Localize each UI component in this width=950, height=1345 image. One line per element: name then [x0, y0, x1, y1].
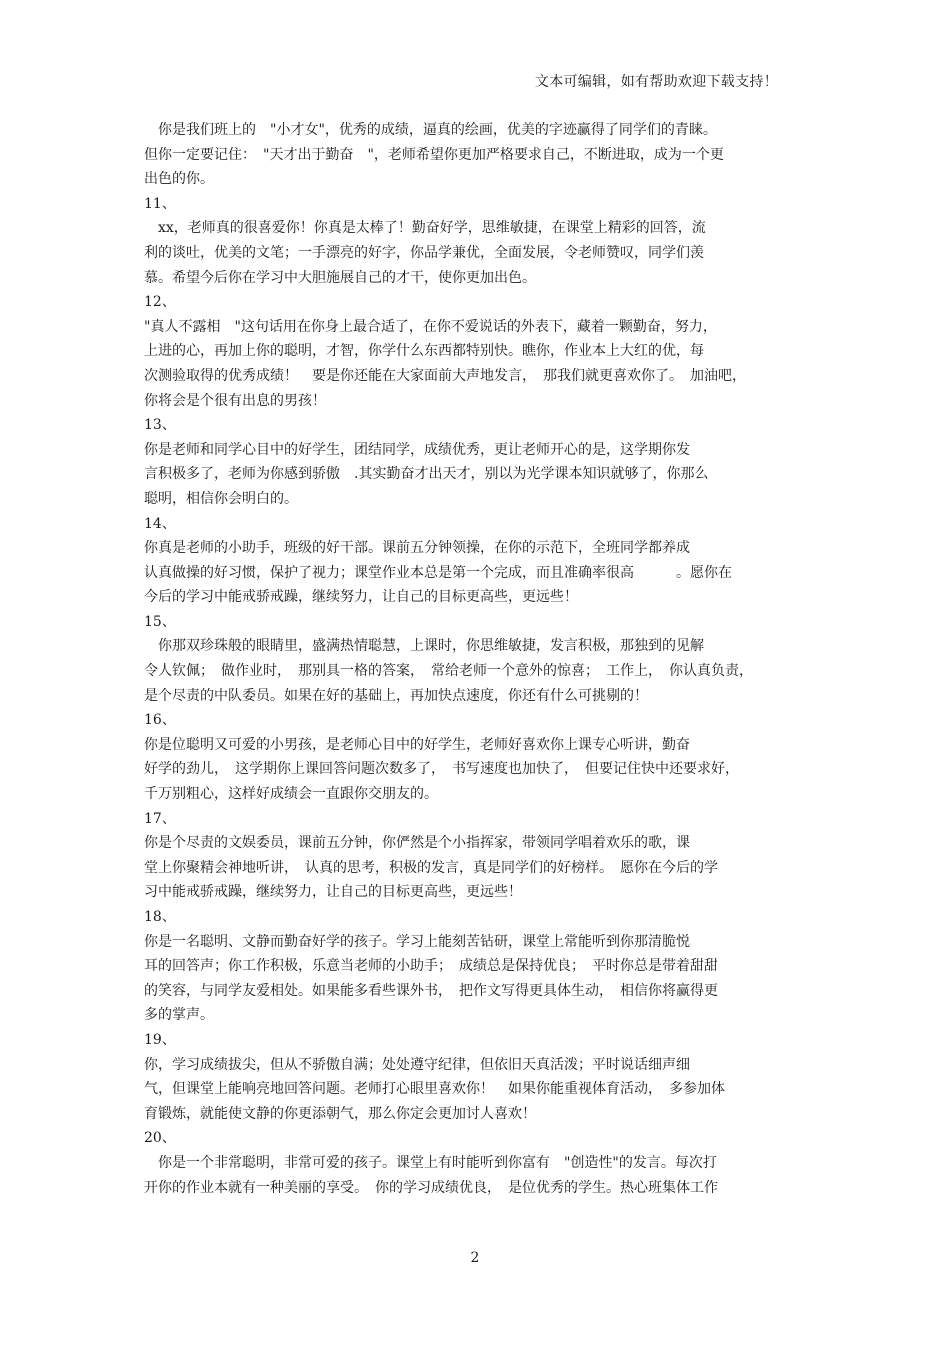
comment-number: 17、 [144, 810, 176, 827]
text-line: 今后的学习中能戒骄戒躁，继续努力，让自己的目标更高些，更远些！ [144, 589, 578, 606]
comment-number: 20、 [144, 1130, 176, 1147]
text-line: 千万别粗心，这样好成绩会一直跟你交朋友的。 [144, 786, 438, 803]
text-line: "真人不露相 "这句话用在你身上最合适了，在你不爱说话的外表下，藏着一颗勤奋，努力， [144, 318, 717, 335]
text-line: 你，学习成绩拔尖，但从不骄傲自满；处处遵守纪律，但依旧天真活泼；平时说话细声细 [144, 1056, 690, 1073]
comment-number: 11、 [144, 195, 176, 212]
text-line: 好学的劲儿， 这学期你上课回答问题次数多了， 书写速度也加快了， 但要记住快中还要求好， [144, 761, 739, 778]
text-line: 习中能戒骄戒躁，继续努力，让自己的目标更高些，更远些！ [144, 884, 522, 901]
page-number: 2 [470, 1250, 480, 1266]
page-header-note: 文本可编辑，如有帮助欢迎下载支持！ [534, 74, 778, 90]
comment-number: 18、 [144, 909, 176, 925]
text-line: 多的掌声。 [144, 1007, 214, 1024]
comment-number: 14、 [144, 515, 176, 532]
text-line: 令人钦佩； 做作业时， 那别具一格的答案， 常给老师一个意外的惊喜； 工作上， 你认真负责， [144, 663, 753, 680]
text-line: 耳的回答声；你工作积极，乐意当老师的小助手； 成绩总是保持优良； 平时你总是带着甜甜 [144, 958, 718, 975]
comment-number: 16、 [144, 712, 176, 729]
text-line: 你是老师和同学心目中的好学生，团结同学，成绩优秀，更让老师开心的是，这学期你发 [144, 441, 690, 458]
text-line: 的笑容，与同学友爱相处。如果能多看些课外书， 把作文写得更具体生动， 相信你将赢得更 [144, 982, 718, 999]
text-line: 你那双珍珠般的眼睛里，盛满热情聪慧，上课时，你思维敏捷，发言积极，那独到的见解 [144, 638, 704, 655]
text-line: 上进的心，再加上你的聪明，才智，你学什么东西都特别快。瞧你，作业本上大红的优，每 [144, 343, 704, 360]
comment-number: 13、 [144, 417, 176, 434]
text-line: 你将会是个很有出息的男孩！ [144, 392, 326, 409]
text-line: 认真做操的好习惯，保护了视力；课堂作业本总是第一个完成，而且准确率很高 。愿你在 [144, 564, 732, 581]
text-line: 开你的作业本就有一种美丽的享受。 你的学习成绩优良， 是位优秀的学生。热心班集体工作 [144, 1179, 718, 1196]
text-line: 你是位聪明又可爱的小男孩，是老师心目中的好学生，老师好喜欢你上课专心听讲，勤奋 [144, 736, 690, 753]
comment-number: 15、 [144, 613, 176, 630]
text-line: 是个尽责的中队委员。如果在好的基础上，再加快点速度，你还有什么可挑剔的！ [144, 687, 648, 704]
text-line: 你是个尽责的文娱委员，课前五分钟，你俨然是个小指挥家，带领同学唱着欢乐的歌，课 [144, 835, 690, 852]
text-line: 出色的你。 [144, 171, 214, 188]
text-line: 但你一定要记住： "天才出于勤奋 "，老师希望你更加严格要求自己，不断进取，成为一个更 [144, 146, 724, 163]
text-line: 聪明，相信你会明白的。 [144, 490, 298, 507]
text-line: 气，但课堂上能响亮地回答问题。老师打心眼里喜欢你！ 如果你能重视体育活动， 多参加体 [144, 1081, 725, 1098]
text-line: xx，老师真的很喜爱你！你真是太棒了！勤奋好学，思维敏捷，在课堂上精彩的回答，流 [144, 220, 706, 237]
text-line: 次测验取得的优秀成绩！ 要是你还能在大家面前大声地发言， 那我们就更喜欢你了。 加油吧， [144, 367, 746, 384]
text-line: 你是我们班上的 "小才女"，优秀的成绩，逼真的绘画，优美的字迹赢得了同学们的青睐。 [144, 122, 717, 138]
comment-number: 12、 [144, 294, 176, 311]
text-line: 育锻炼，就能使文静的你更添朝气，那么你定会更加讨人喜欢！ [144, 1105, 536, 1122]
comment-number: 19、 [144, 1031, 176, 1048]
text-line: 慕。希望今后你在学习中大胆施展自己的才干，使你更加出色。 [144, 269, 536, 286]
document-body [144, 118, 804, 1200]
text-line: 你是一个非常聪明，非常可爱的孩子。课堂上有时能听到你富有 "创造性"的发言。每次打 [144, 1154, 717, 1171]
text-line: 利的谈吐，优美的文笔；一手漂亮的好字，你品学兼优，全面发展，令老师赞叹，同学们羡 [144, 244, 704, 261]
text-line: 你真是老师的小助手，班级的好干部。课前五分钟领操，在你的示范下，全班同学都养成 [144, 540, 690, 557]
text-line: 你是一名聪明、文静而勤奋好学的孩子。学习上能刻苦钻研，课堂上常能听到你那清脆悦 [144, 933, 690, 950]
text-line: 堂上你聚精会神地听讲， 认真的思考，积极的发言，真是同学们的好榜样。 愿你在今后的学 [144, 859, 718, 876]
text-line: 言积极多了，老师为你感到骄傲 .其实勤奋才出天才，别以为光学课本知识就够了，你那么 [144, 466, 709, 483]
